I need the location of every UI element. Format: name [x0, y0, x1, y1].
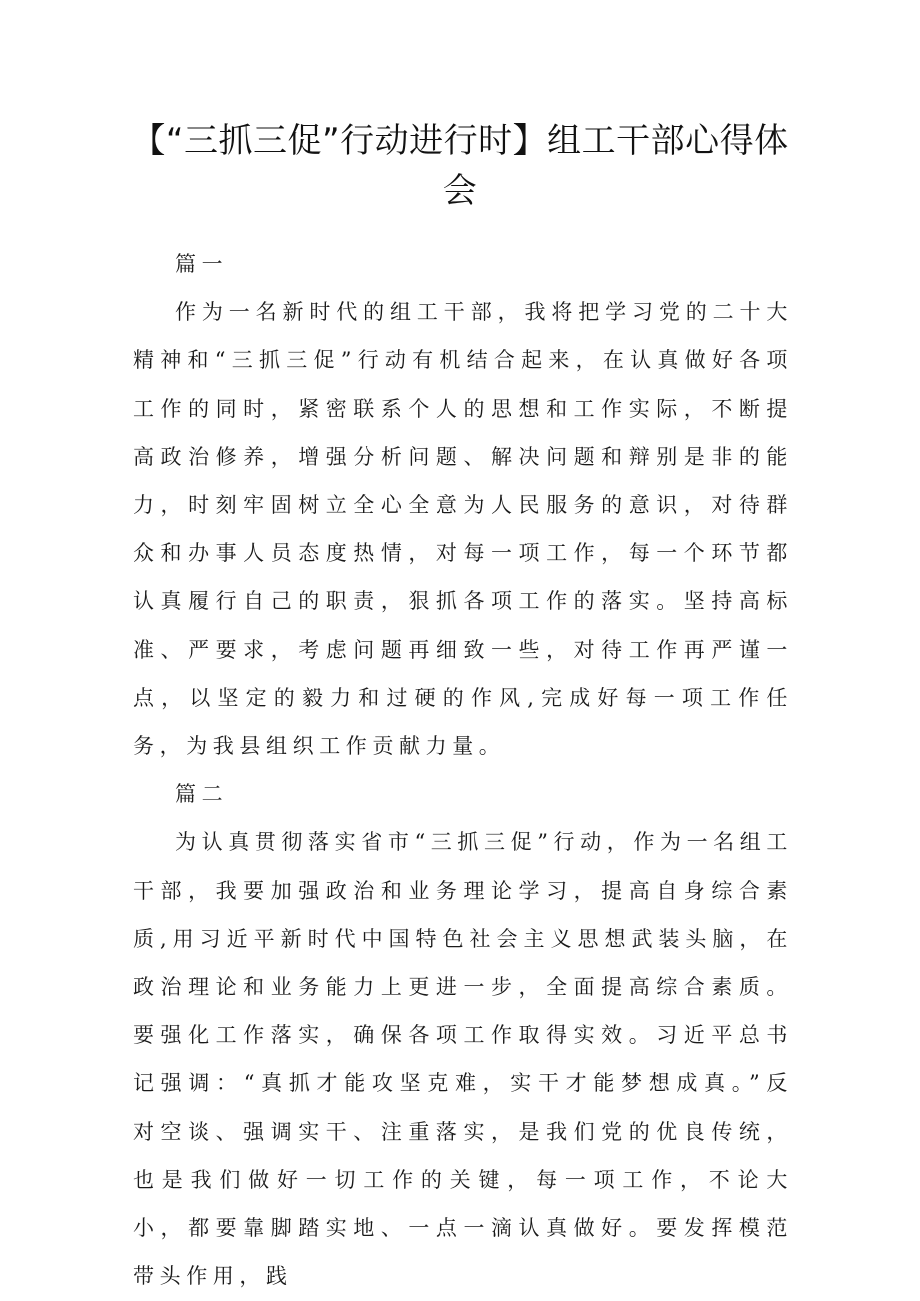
document-body [133, 240, 793, 1300]
section-paragraph-2: 为认真贯彻落实省市“三抓三促”行动，作为一名组工干部，我要加强政治和业务理论学习，提高自身综合素质,用习近平新时代中国特色社会主义思想武装头脑，在政治理论和业务能力上更进一步，全面提高综合素质。要强化工作落实，确保各项工作取得实效。习近平总书记强调：“真抓才能攻坚克难，实干才能梦想成真。”反对空谈、强调实干、注重落实，是我们党的优良传统，也是我们做好一切工作的关键，每一项工作，不论大小，都要靠脚踏实地、一点一滴认真做好。要发挥模范带头作用，践 [133, 830, 793, 1289]
section-heading-1: 篇一 [175, 252, 229, 276]
section-heading-2: 篇二 [175, 782, 229, 807]
document-title: 【“三抓三促”行动进行时】组工干部心得体会 [131, 121, 789, 211]
section-paragraph-1: 作为一名新时代的组工干部，我将把学习党的二十大精神和“三抓三促”行动有机结合起来，在认真做好各项工作的同时，紧密联系个人的思想和工作实际，不断提高政治修养，增强分析问题、解决问题和辩别是非的能力，时刻牢固树立全心全意为人民服务的意识，对待群众和办事人员态度热情，对每一项工作，每一个环节都认真履行自己的职责，狠抓各项工作的落实。坚持高标准、严要求，考虑问题再细致一些，对待工作再严谨一点，以坚定的毅力和过硬的作风,完成好每一项工作任务，为我县组织工作贡献力量。 [133, 300, 793, 759]
